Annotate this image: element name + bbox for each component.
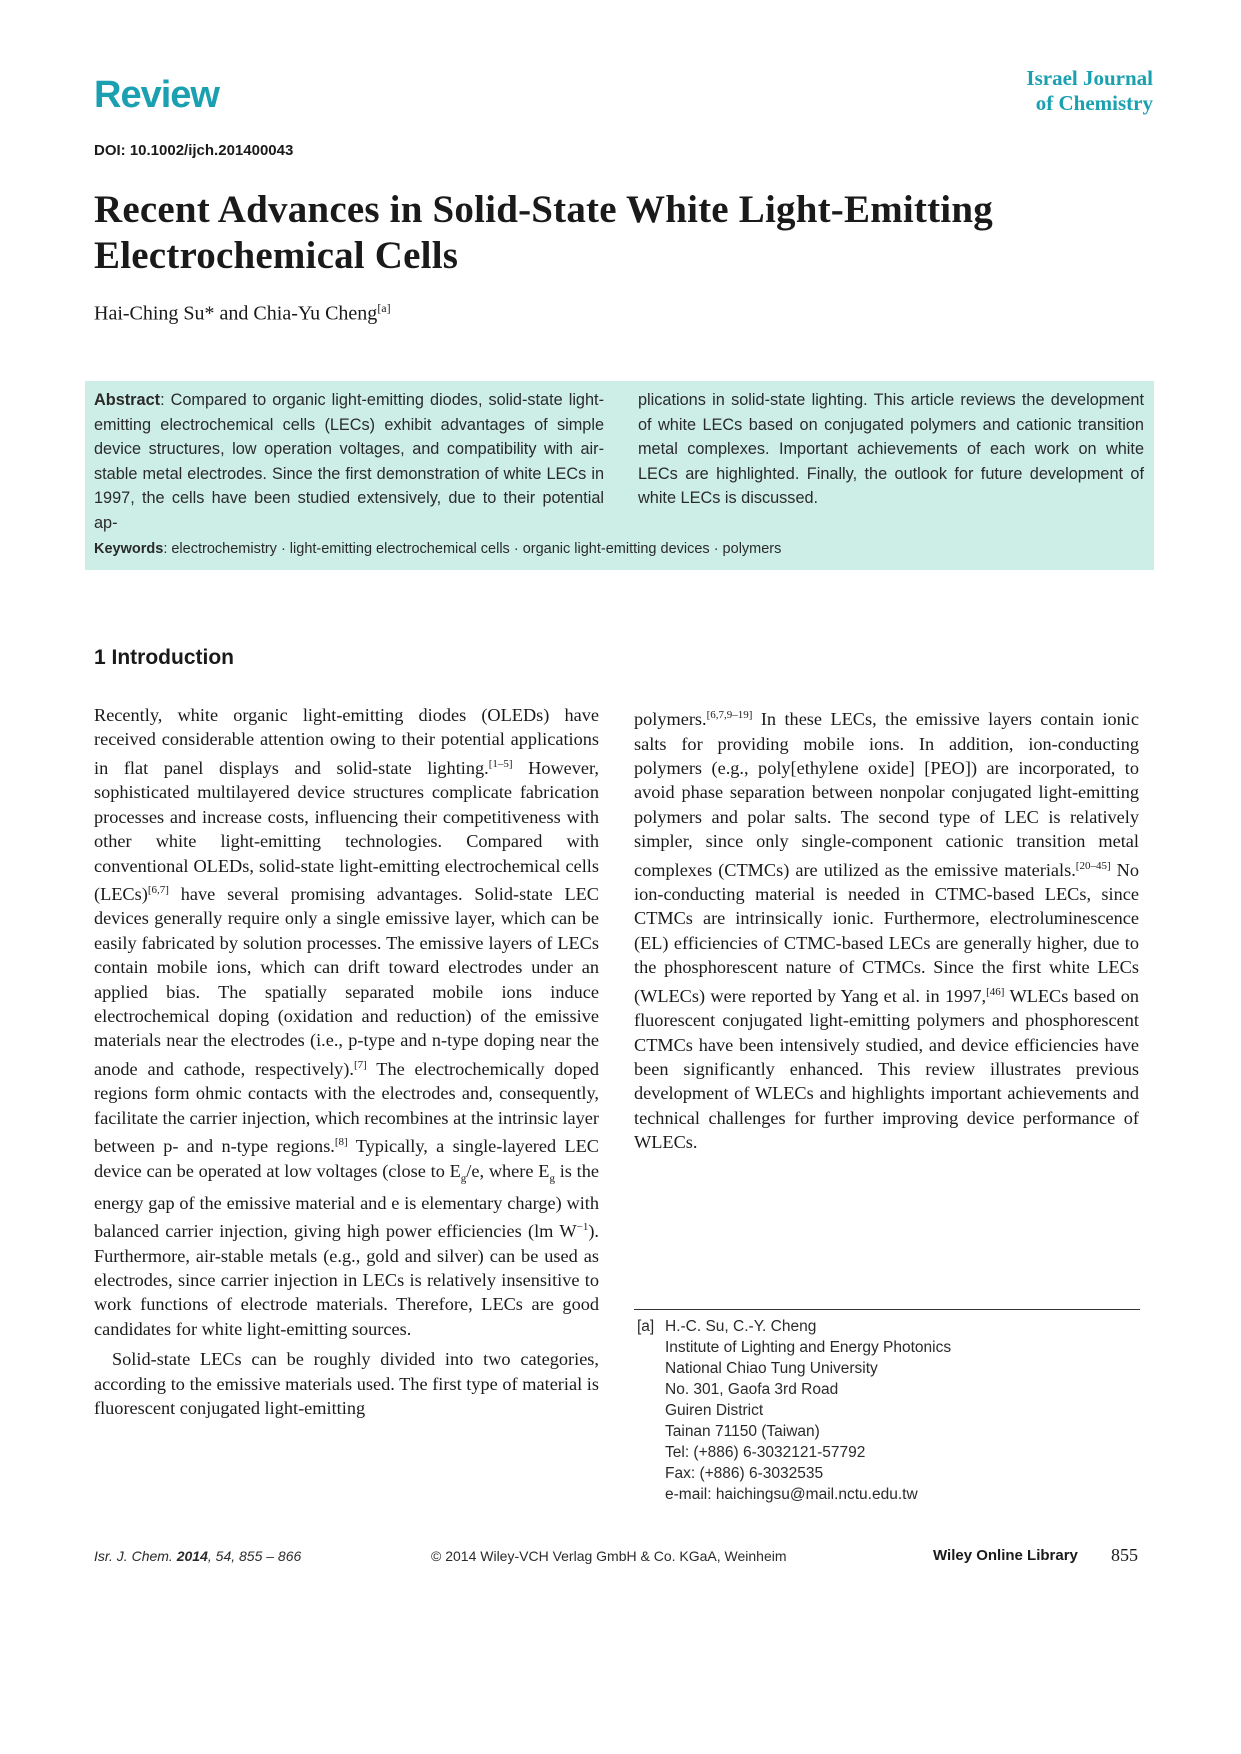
affiliation-line: Tainan 71150 (Taiwan)	[665, 1423, 820, 1440]
footer-citation	[94, 1548, 301, 1564]
journal-name-line-1: Israel Journal	[1026, 66, 1153, 90]
affiliation-line: Guiren District	[665, 1402, 764, 1419]
citation-ref[interactable]: [46]	[986, 985, 1005, 998]
footer-journal-abbrev: Isr. J. Chem.	[94, 1548, 177, 1564]
article-title-line-1: Recent Advances in Solid-State White Light-Emitting	[94, 188, 993, 231]
body-text: No ion-conducting material is needed in CTMC-based LECs, since CTMCs are intrinsically ionic. Furthermore, electroluminescence (EL) efficiencies of CTMC-based LECs are generally higher, due to the phosphorescent nature of CTMCs. Since the first white LECs (WLECs) were reported by Yang et al. in 1997,	[634, 859, 1139, 1006]
citation-ref[interactable]: [6,7,9–19]	[706, 709, 753, 721]
body-text: In these LECs, the emissive layers contain ionic salts for providing mobile ions. In addition, ion-conducting polymers (e.g., poly[ethylene oxide] [PEO]) are incorporated, to avoid phase separation between nonpolar conjugated light-emitting polymers and polar salts. The second type of LEC is relatively simpler, since only single-component cationic transition metal complexes (CTMCs) are utilized as the emissive materials.	[634, 709, 1139, 880]
footer-volume-pages: , 54, 855 – 866	[207, 1548, 302, 1564]
body-text: WLECs based on fluorescent conjugated light-emitting polymers and phosphorescent CTMCs have been intensively studied, and device efficiencies have been significantly enhanced. This review illustrates previous development of WLECs and highlights important achievements and technical challenges for further improving device performance of WLECs.	[634, 985, 1139, 1153]
body-text: /e, where E	[466, 1160, 550, 1181]
affiliation-lines	[665, 1316, 951, 1505]
subscript: g	[549, 1172, 555, 1185]
affiliation-line: National Chiao Tung University	[665, 1360, 878, 1377]
body-text: The electrochemically doped regions form ohmic contacts with the electrodes and, consequently, facilitate the carrier injection, which recombines at the intrinsic layer between p- and n-type regions.	[94, 1058, 599, 1157]
citation-ref[interactable]: [8]	[334, 1136, 348, 1149]
unit-exponent: −1	[576, 1221, 589, 1234]
section-label: Review	[94, 74, 219, 116]
body-text: Typically, a single-layered LEC device can be operated at low voltages (close to E	[94, 1136, 599, 1181]
author-affiliation-marker: [a]	[377, 301, 391, 315]
authors-text: Hai-Ching Su* and Chia-Yu Cheng	[94, 302, 378, 325]
citation-ref[interactable]: [20–45]	[1075, 859, 1111, 872]
body-paragraph	[634, 703, 1139, 1155]
journal-name-line-2: of Chemistry	[1035, 91, 1153, 115]
author-list	[94, 301, 391, 326]
citation-ref[interactable]: [7]	[353, 1058, 367, 1071]
body-text: However, sophisticated multilayered device structures complicate fabrication processes and increase costs, influencing their competitiveness with other white light-emitting technologies. Compared with conventional OLEDs, solid-state light-emitting electrochemical cells (LECs)	[94, 757, 599, 905]
affiliation-block	[637, 1316, 951, 1505]
body-text: polymers.	[634, 709, 707, 730]
body-text: ). Furthermore, air-stable metals (e.g., gold and silver) can be used as electrodes, since carrier injection in LECs is relatively insensitive to work functions of electrode materials. Therefore, LECs are good candidates for white light-emitting sources.	[94, 1221, 599, 1339]
body-text: Recently, white organic light-emitting diodes (OLEDs) have received considerable attention owing to their potential applications in flat panel displays and solid-state lighting.	[94, 705, 599, 778]
abstract-text-right: plications in solid-state lighting. This article reviews the development of white LECs based on conjugated polymers and cationic transition metal complexes. Important achievements of each work on white LECs are highlighted. Finally, the outlook for future development of white LECs is discussed.	[638, 391, 1144, 508]
affiliation-tag: [a]	[637, 1318, 655, 1335]
footer-library-link[interactable]: Wiley Online Library	[933, 1547, 1078, 1564]
abstract-left-column	[94, 388, 604, 536]
affiliation-line: Fax: (+886) 6-3032535	[665, 1465, 824, 1482]
journal-name	[1026, 66, 1153, 116]
body-text: is the energy gap of the emissive material and e is elementary charge) with balanced carrier injection, giving high power efficiencies (lm W	[94, 1160, 600, 1242]
section-heading: 1 Introduction	[94, 646, 234, 669]
keywords-text: : electrochemistry · light-emitting electrochemical cells · organic light-emitting devices · polymers	[163, 541, 782, 557]
page-number: 855	[1111, 1545, 1138, 1565]
abstract-label: Abstract	[94, 391, 161, 409]
keywords-line	[94, 541, 781, 557]
article-title	[94, 187, 1094, 279]
citation-ref[interactable]: [6,7]	[147, 883, 169, 896]
body-paragraph	[94, 1347, 599, 1420]
footer-year: 2014	[176, 1548, 208, 1564]
body-paragraph	[94, 703, 599, 1341]
affiliation-email[interactable]: e-mail: haichingsu@mail.nctu.edu.tw	[665, 1486, 918, 1503]
affiliation-divider	[634, 1309, 1140, 1310]
body-text: have several promising advantages. Solid-state LEC devices generally require only a single emissive layer, which can be easily fabricated by solution processes. The emissive layers of LECs contain mobile ions, which can drift toward electrodes under an applied bias. The spatially separated mobile ions induce electrochemical doping (oxidation and reduction) of the emissive materials near the electrodes (i.e., p-type and n-type doping near the anode and cathode, respectively).	[94, 884, 599, 1079]
affiliation-line: H.-C. Su, C.-Y. Cheng	[665, 1318, 817, 1335]
body-text: Solid-state LECs can be roughly divided into two categories, according to the emissive materials used. The first type of material is fluorescent conjugated light-emitting	[94, 1349, 599, 1419]
article-title-line-2: Electrochemical Cells	[94, 234, 459, 277]
abstract-right-column	[638, 388, 1144, 511]
body-left-column	[94, 703, 599, 1421]
body-right-column	[634, 703, 1139, 1155]
affiliation-line: Tel: (+886) 6-3032121-57792	[665, 1444, 866, 1461]
affiliation-line: Institute of Lighting and Energy Photonics	[665, 1339, 952, 1356]
doi[interactable]: DOI: 10.1002/ijch.201400043	[94, 142, 294, 159]
abstract-text-left: : Compared to organic light-emitting diodes, solid-state light-emitting electrochemical cells (LECs) exhibit advantages of simple device structures, low operation voltages, and compatibility with air-stable metal electrodes. Since the first demonstration of white LECs in 1997, the cells have been studied extensively, due to their potential ap-	[94, 391, 604, 532]
affiliation-line: No. 301, Gaofa 3rd Road	[665, 1381, 839, 1398]
subscript: g	[460, 1172, 467, 1185]
keywords-label: Keywords	[94, 541, 164, 557]
footer-copyright: © 2014 Wiley-VCH Verlag GmbH & Co. KGaA, Weinheim	[431, 1548, 787, 1564]
citation-ref[interactable]: [1–5]	[488, 757, 513, 770]
abstract-box	[85, 381, 1154, 570]
